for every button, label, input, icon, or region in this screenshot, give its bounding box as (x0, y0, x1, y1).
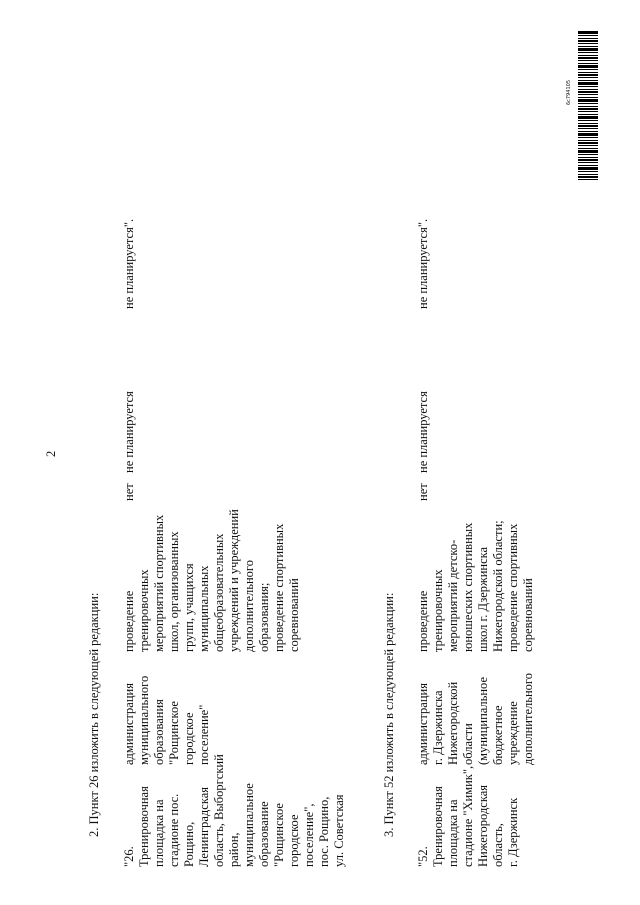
page-number: 2 (44, 450, 58, 457)
cell-line: стадионе "Химик", (461, 765, 475, 867)
cell-line: не планируется (122, 391, 136, 473)
cell-line: Тренировочная (137, 786, 151, 867)
cell-line: групп, учащихся (182, 563, 196, 652)
cell-line: муниципальное (242, 783, 256, 867)
cell-line: Нижегородской области; (491, 520, 505, 652)
cell-line: Тренировочная (431, 786, 445, 867)
cell-line: тренировочных (431, 569, 445, 652)
cell-line: поселение" (197, 704, 211, 765)
cell-line: соревнований (287, 578, 301, 652)
cell-line: Нижегородская (476, 784, 490, 867)
object-cell (416, 766, 521, 867)
cell-line: не планируется (416, 391, 430, 473)
purpose-cell (122, 509, 302, 652)
cell-line: поселение", (302, 803, 316, 867)
cell-line: юношеских спортивных (461, 522, 475, 652)
cell-line: ул. Советская (332, 794, 346, 867)
change-cell (122, 391, 137, 473)
cell-line: бюджетное (491, 705, 505, 765)
cell-line: (муниципальное (476, 676, 490, 765)
cell-line: район, (227, 832, 241, 867)
cell-line: не планируется". (122, 218, 136, 309)
cell-line: нет (416, 483, 430, 501)
cell-line: мероприятий спортивных (152, 514, 166, 652)
cell-line: тренировочных (137, 569, 151, 652)
cell-line: учреждений и учреждений (227, 509, 241, 652)
cell-line: область, Выборгский (212, 754, 226, 867)
cell-line: учреждение (506, 701, 520, 765)
cell-line: администрация (122, 683, 136, 765)
cell-line: школ, организованных (167, 531, 181, 652)
cell-line: проведение (122, 590, 136, 652)
cell-line: г. Дзержинска (431, 690, 445, 765)
organization-cell (416, 673, 536, 765)
cell-line: Ленинградская (197, 786, 211, 867)
cell-line: Нижегородской (446, 681, 460, 765)
planned-cell (122, 219, 137, 309)
section-intro-52: 3. Пункт 52 изложить в следующей редакции: (382, 592, 396, 837)
cell-line: администрация (416, 683, 430, 765)
cell-line: не планируется". (416, 218, 430, 309)
cell-line: область, (491, 823, 505, 867)
cell-line: Рощино, (182, 821, 196, 867)
cell-line: образование (257, 801, 271, 867)
cell-line: общеобразовательных (212, 533, 226, 652)
cell-line: "Рощинское (272, 803, 286, 867)
cell-line: городское (182, 712, 196, 765)
cell-line: нет (122, 483, 136, 501)
cell-line: образования (152, 699, 166, 765)
cell-line: площадка на (446, 799, 460, 867)
cell-line: образования; (257, 582, 271, 652)
cell-line: "52. (416, 846, 430, 867)
barcode (578, 30, 598, 180)
cell-line: г. Дзержинск (506, 797, 520, 867)
cell-line: соревнований (521, 578, 535, 652)
cell-line: "26. (122, 846, 136, 867)
cell-line: школ г. Дзержинска (476, 546, 490, 652)
section-intro-26: 2. Пункт 26 изложить в следующей редакции: (87, 592, 101, 837)
cell-line: стадионе пос. (167, 793, 181, 867)
cell-line: проведение (416, 590, 430, 652)
ownership-cell (416, 483, 431, 501)
cell-line: "Рощинское (167, 701, 181, 765)
cell-line: муниципального (137, 675, 151, 765)
cell-line: проведение спортивных (506, 523, 520, 652)
cell-line: пос. Рощино, (317, 796, 331, 867)
cell-line: площадка на (152, 799, 166, 867)
change-cell (416, 391, 431, 473)
cell-line: дополнительного (521, 673, 535, 765)
cell-line: муниципальных (197, 565, 211, 652)
planned-cell (416, 219, 431, 309)
barcode-number: 6c794105 (566, 79, 572, 105)
object-cell (122, 754, 347, 867)
organization-cell (122, 676, 212, 765)
purpose-cell (416, 520, 536, 652)
ownership-cell (122, 483, 137, 501)
cell-line: городское (287, 814, 301, 867)
cell-line: области (461, 723, 475, 765)
cell-line: мероприятий детско- (446, 539, 460, 652)
cell-line: дополнительного (242, 560, 256, 652)
cell-line: проведение спортивных (272, 523, 286, 652)
